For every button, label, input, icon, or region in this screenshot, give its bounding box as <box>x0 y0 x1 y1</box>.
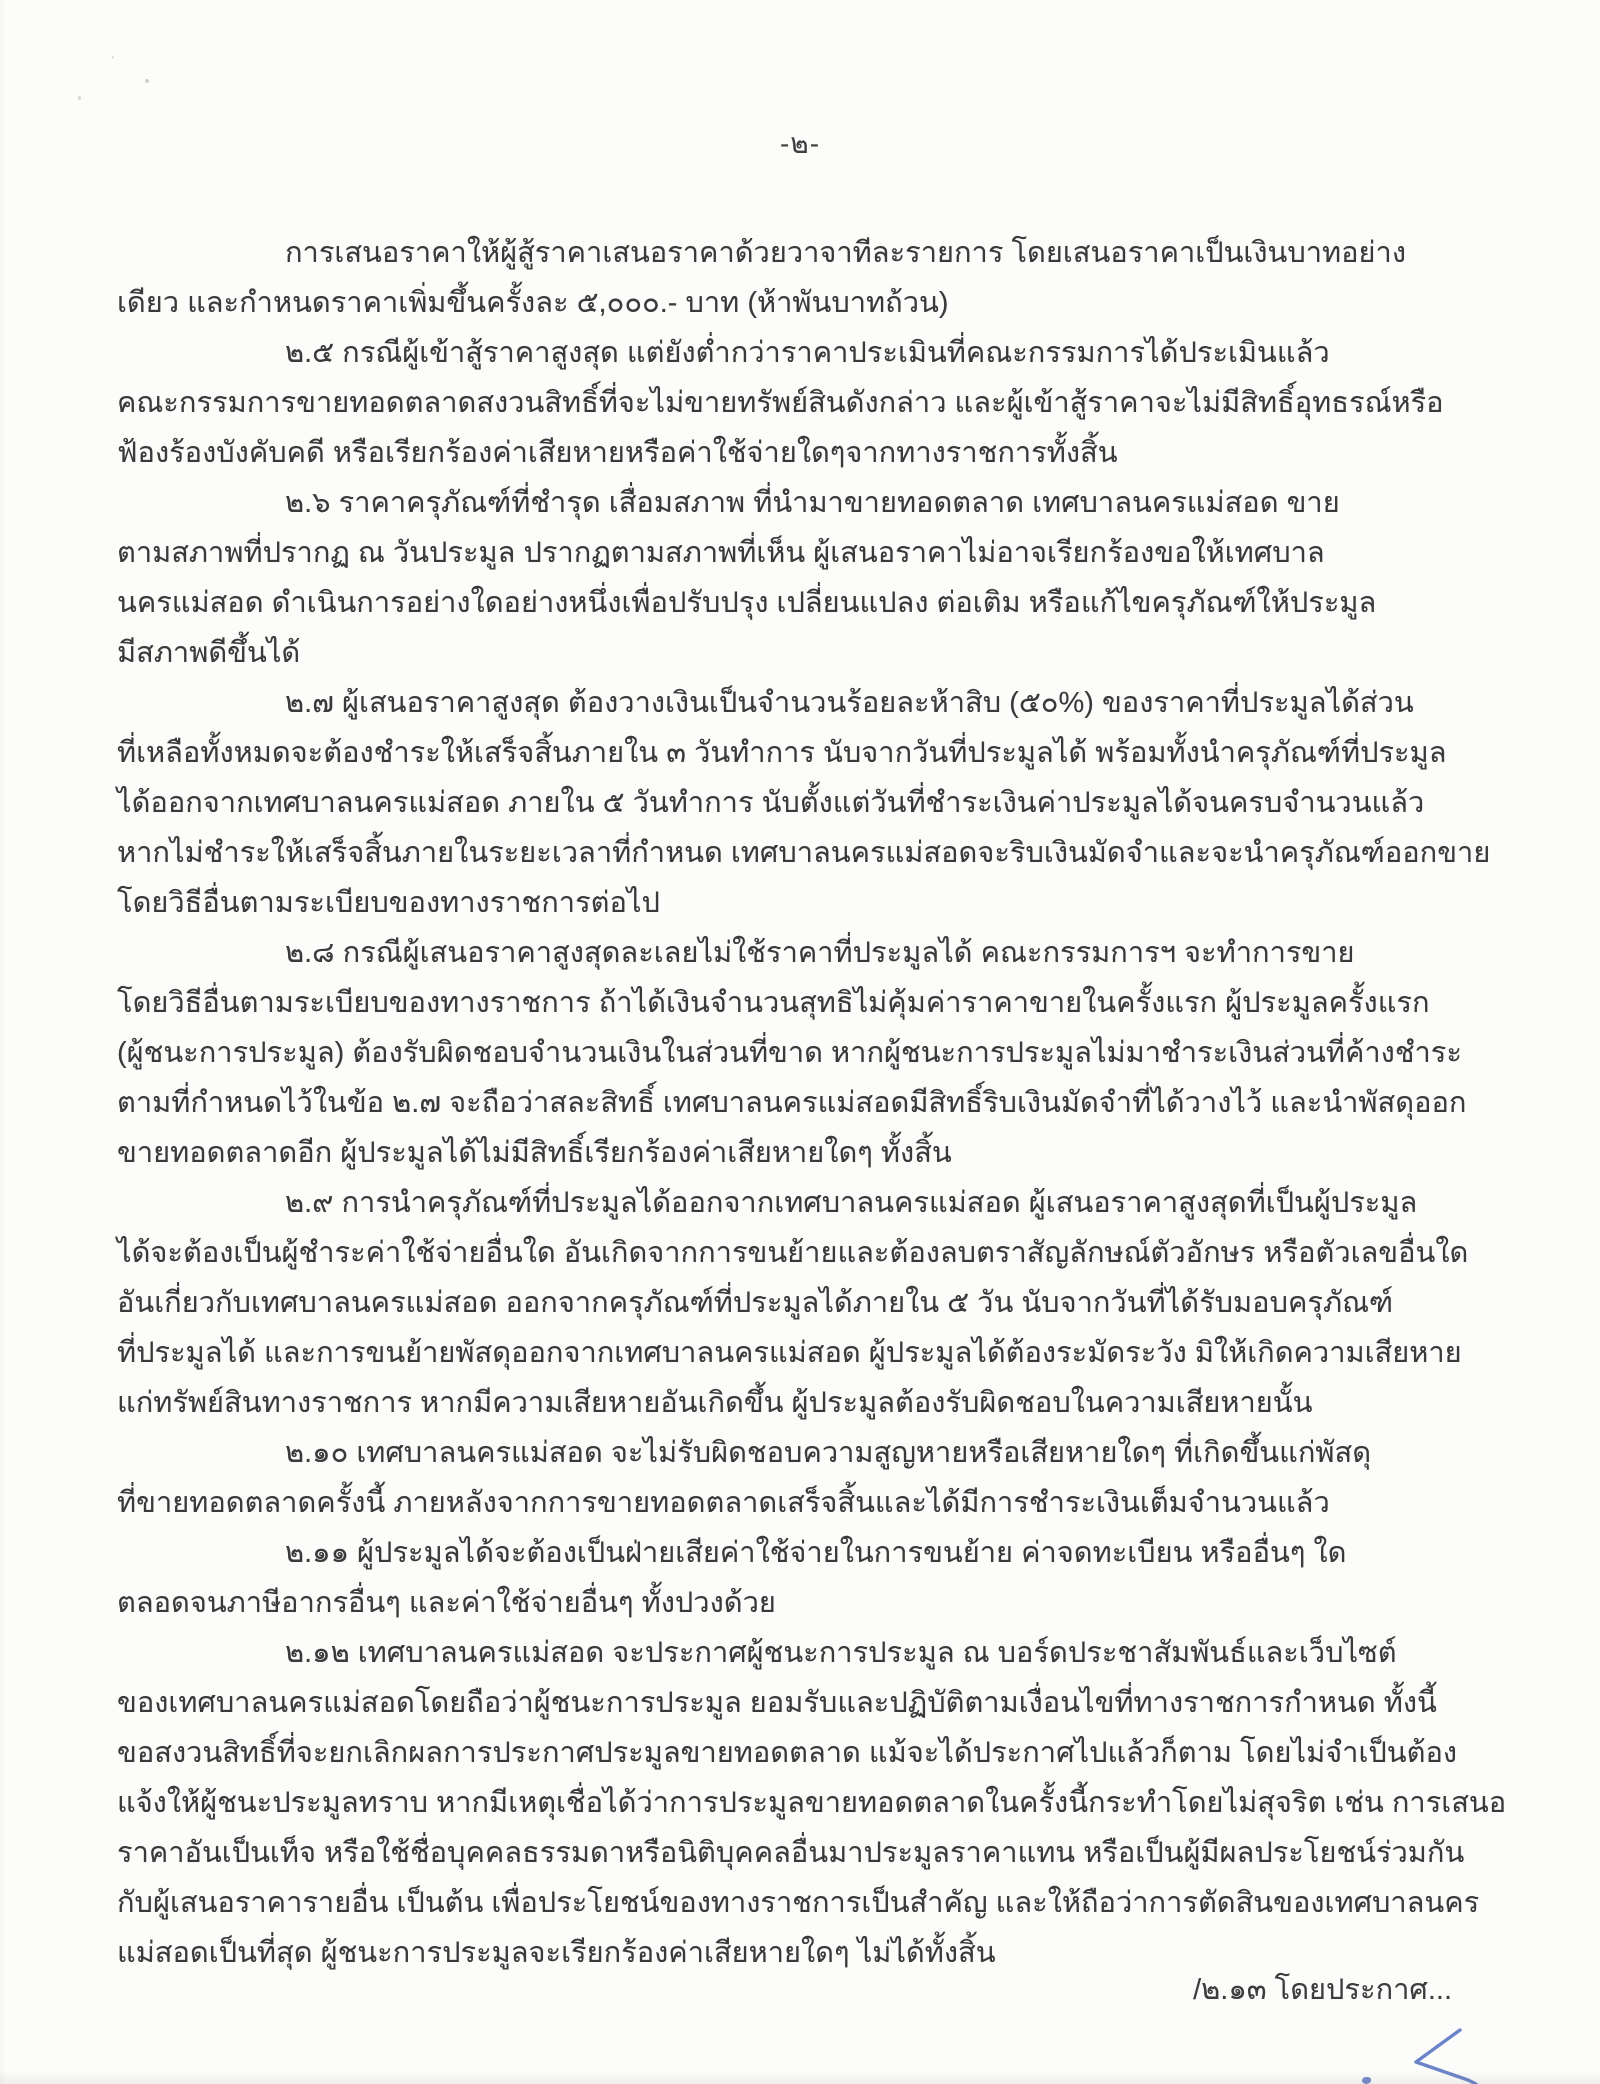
continuation-marker: /๒.๑๓ โดยประกาศ... <box>1193 1974 1452 2006</box>
scan-speck <box>112 56 114 59</box>
text-line: นครแม่สอด ดำเนินการอย่างใดอย่างหนึ่งเพื่อปรับปรุง เปลี่ยนแปลง ต่อเติม หรือแก้ไขครุภัณฑ์ให้ประมูล <box>117 587 1377 619</box>
text-line: ของเทศบาลนครแม่สอดโดยถือว่าผู้ชนะการประมูล ยอมรับและปฏิบัติตามเงื่อนไขที่ทางราชการกำหนด ทั้งนี้ <box>117 1687 1437 1719</box>
text-line: ๒.๑๐ เทศบาลนครแม่สอด จะไม่รับผิดชอบความสูญหายหรือเสียหายใดๆ ที่เกิดขึ้นแก่พัสดุ <box>285 1437 1372 1469</box>
text-line: โดยวิธีอื่นตามระเบียบของทางราชการต่อไป <box>117 887 660 919</box>
text-line: มีสภาพดีขึ้นได้ <box>117 637 301 669</box>
text-line: ๒.๑๒ เทศบาลนครแม่สอด จะประกาศผู้ชนะการประมูล ณ บอร์ดประชาสัมพันธ์และเว็บไซต์ <box>285 1637 1397 1669</box>
text-line: ๒.๙ การนำครุภัณฑ์ที่ประมูลได้ออกจากเทศบาลนครแม่สอด ผู้เสนอราคาสูงสุดที่เป็นผู้ประมูล <box>285 1187 1418 1219</box>
text-line: หากไม่ชำระให้เสร็จสิ้นภายในระยะเวลาที่กำหนด เทศบาลนครแม่สอดจะริบเงินมัดจำและจะนำครุภัณฑ์ออกขาย <box>117 837 1491 869</box>
text-line: ๒.๕ กรณีผู้เข้าสู้ราคาสูงสุด แต่ยังต่ำกว่าราคาประเมินที่คณะกรรมการได้ประเมินแล้ว <box>285 337 1330 369</box>
text-line: คณะกรรมการขายทอดตลาดสงวนสิทธิ์ที่จะไม่ขายทรัพย์สินดังกล่าว และผู้เข้าสู้ราคาจะไม่มีสิทธิ์อุทธรณ์หรือ <box>117 387 1444 419</box>
text-line: อันเกี่ยวกับเทศบาลนครแม่สอด ออกจากครุภัณฑ์ที่ประมูลได้ภายใน ๕ วัน นับจากวันที่ได้รับมอบครุภัณฑ์ <box>117 1287 1394 1319</box>
text-line: แม่สอดเป็นที่สุด ผู้ชนะการประมูลจะเรียกร้องค่าเสียหายใดๆ ไม่ได้ทั้งสิ้น <box>117 1937 996 1969</box>
text-line: ที่ขายทอดตลาดครั้งนี้ ภายหลังจากการขายทอดตลาดเสร็จสิ้นและได้มีการชำระเงินเต็มจำนวนแล้ว <box>117 1487 1330 1519</box>
scan-edge <box>0 0 6 2084</box>
text-line: ได้จะต้องเป็นผู้ชำระค่าใช้จ่ายอื่นใด อันเกิดจากการขนย้ายและต้องลบตราสัญลักษณ์ตัวอักษร หรือตัวเลขอื่นใด <box>117 1237 1469 1269</box>
page-number: -๒- <box>779 128 821 159</box>
text-line: ได้ออกจากเทศบาลนครแม่สอด ภายใน ๕ วันทำการ นับตั้งแต่วันที่ชำระเงินค่าประมูลได้จนครบจำนวนแล้ว <box>117 787 1425 819</box>
document-body <box>117 228 1507 1978</box>
text-line: ตามสภาพที่ปรากฏ ณ วันประมูล ปรากฏตามสภาพที่เห็น ผู้เสนอราคาไม่อาจเรียกร้องขอให้เทศบาล <box>117 537 1325 569</box>
text-line: (ผู้ชนะการประมูล) ต้องรับผิดชอบจำนวนเงินในส่วนที่ขาด หากผู้ชนะการประมูลไม่มาชำระเงินส่วนที่ค้างชำระ <box>117 1037 1462 1069</box>
text-line: ตามที่กำหนดไว้ในข้อ ๒.๗ จะถือว่าสละสิทธิ์ เทศบาลนครแม่สอดมีสิทธิ์ริบเงินมัดจำที่ได้วางไว้ และนำพัสดุออก <box>117 1087 1467 1119</box>
text-line: แก่ทรัพย์สินทางราชการ หากมีความเสียหายอันเกิดขึ้น ผู้ประมูลต้องรับผิดชอบในความเสียหายนั้น <box>117 1387 1313 1419</box>
text-line: แจ้งให้ผู้ชนะประมูลทราบ หากมีเหตุเชื่อได้ว่าการประมูลขายทอดตลาดในครั้งนี้กระทำโดยไม่สุจริต เช่น การเสนอ <box>117 1787 1507 1819</box>
text-line: ที่เหลือทั้งหมดจะต้องชำระให้เสร็จสิ้นภายใน ๓ วันทำการ นับจากวันที่ประมูลได้ พร้อมทั้งนำครุภัณฑ์ที่ประมูล <box>117 737 1447 769</box>
scan-shadow <box>0 2070 1600 2084</box>
text-line: กับผู้เสนอราคารายอื่น เป็นต้น เพื่อประโยชน์ของทางราชการเป็นสำคัญ และให้ถือว่าการตัดสินของเทศบาลนคร <box>117 1887 1480 1919</box>
text-line: ๒.๘ กรณีผู้เสนอราคาสูงสุดละเลยไม่ใช้ราคาที่ประมูลได้ คณะกรรมการฯ จะทำการขาย <box>285 937 1355 969</box>
text-line: ๒.๑๑ ผู้ประมูลได้จะต้องเป็นฝ่ายเสียค่าใช้จ่ายในการขนย้าย ค่าจดทะเบียน หรืออื่นๆ ใด <box>285 1537 1347 1569</box>
text-line: ขอสงวนสิทธิ์ที่จะยกเลิกผลการประกาศประมูลขายทอดตลาด แม้จะได้ประกาศไปแล้วก็ตาม โดยไม่จำเป็นต้อง <box>117 1737 1458 1769</box>
text-line: ๒.๗ ผู้เสนอราคาสูงสุด ต้องวางเงินเป็นจำนวนร้อยละห้าสิบ (๕๐%) ของราคาที่ประมูลได้ส่วน <box>285 687 1414 719</box>
text-line: ๒.๖ ราคาครุภัณฑ์ที่ชำรุด เสื่อมสภาพ ที่นำมาขายทอดตลาด เทศบาลนครแม่สอด ขาย <box>285 487 1340 519</box>
text-line: เดียว และกำหนดราคาเพิ่มขึ้นครั้งละ ๕,๐๐๐.- บาท (ห้าพันบาทถ้วน) <box>117 287 949 319</box>
text-line: ขายทอดตลาดอีก ผู้ประมูลได้ไม่มีสิทธิ์เรียกร้องค่าเสียหายใดๆ ทั้งสิ้น <box>117 1137 952 1169</box>
scan-speck <box>78 96 81 100</box>
scan-speck <box>145 79 149 83</box>
text-line: ฟ้องร้องบังคับคดี หรือเรียกร้องค่าเสียหายหรือค่าใช้จ่ายใดๆจากทางราชการทั้งสิ้น <box>117 437 1118 469</box>
text-line: ที่ประมูลได้ และการขนย้ายพัสดุออกจากเทศบาลนครแม่สอด ผู้ประมูลได้ต้องระมัดระวัง มิให้เกิดความเสียหาย <box>117 1337 1462 1369</box>
text-line: การเสนอราคาให้ผู้สู้ราคาเสนอราคาด้วยวาจาทีละรายการ โดยเสนอราคาเป็นเงินบาทอย่าง <box>285 237 1406 269</box>
text-line: ราคาอันเป็นเท็จ หรือใช้ชื่อบุคคลธรรมดาหรือนิติบุคคลอื่นมาประมูลราคาแทน หรือเป็นผู้มีผลประโยชน์ร่วมกัน <box>117 1837 1465 1869</box>
text-line: ตลอดจนภาษีอากรอื่นๆ และค่าใช้จ่ายอื่นๆ ทั้งปวงด้วย <box>117 1587 776 1619</box>
text-line: โดยวิธีอื่นตามระเบียบของทางราชการ ถ้าได้เงินจำนวนสุทธิไม่คุ้มค่าราคาขายในครั้งแรก ผู้ประมูลครั้งแรก <box>117 987 1430 1019</box>
